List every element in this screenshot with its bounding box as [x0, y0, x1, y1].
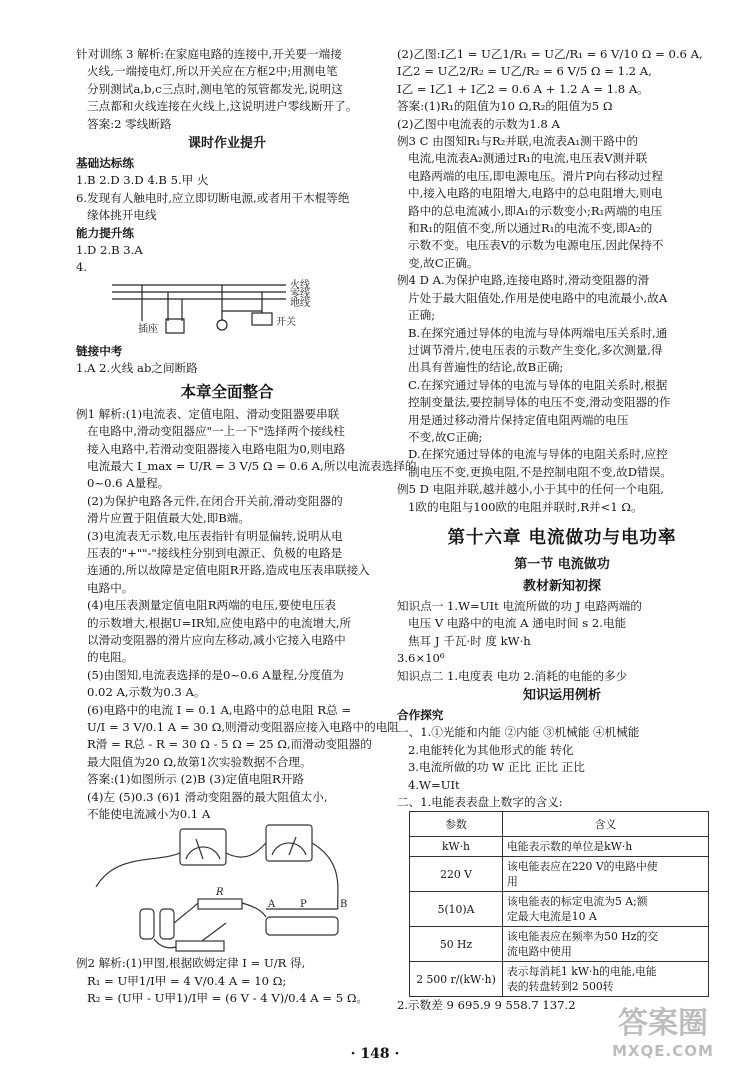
right-line: 片处于最大阻值处,作用是使电路中的电流最小,故A	[408, 290, 668, 305]
right-line: B.在探究通过导体的电流与导体两端电压关系时,通	[408, 325, 668, 340]
right-line: I乙 = I乙1 + I乙2 = 0.6 A + 1.2 A = 1.8 A。	[397, 81, 649, 96]
left2-line: 电流最大 I_max = U/R = 3 V/5 Ω = 0.6 A,所以电流表选择的	[87, 458, 417, 473]
right-line: 例3 C 由图知R₁与R₂并联,电流表A₁测干路中的	[397, 134, 638, 149]
right-line: 知识运用例析	[522, 688, 601, 703]
left2-line: (4)左 (5)0.3 (6)1 滑动变阻器的最大阻值太小,	[87, 789, 328, 804]
left-line: 针对训练 3 解析:在家庭电路的连接中,开关要一端接	[76, 47, 342, 61]
right-line: I乙2 = U乙2/R₂ = U乙/R₂ = 6 V/5 Ω = 1.2 A,	[397, 64, 652, 79]
left-column	[76, 46, 417, 1008]
table-cell-meaning	[503, 962, 709, 997]
right-line: 过调节滑片,使电压表的示数产生变化,多次测量,得	[408, 342, 663, 357]
right-line: 答案:(1)R₁的阻值为10 Ω,R₂的阻值为5 Ω	[397, 99, 613, 114]
table-row	[410, 892, 709, 927]
left2-line: 接入电路中,若滑动变阻器接入电路电阻为0,则电路	[87, 441, 346, 456]
table-cell-meaning	[503, 927, 709, 962]
right-line: 电路两端的电压,即电源电压。滑片P向右移动过程	[408, 168, 663, 183]
right-column	[397, 46, 727, 1015]
left2-line: 的示数增大,根据U=IR知,应使电路中的电流增大,所	[87, 615, 352, 630]
left-line: 基础达标练	[76, 156, 134, 171]
meaning-line-1: 该电能表应在频率为50 Hz的交	[507, 930, 659, 944]
left2-line: 最大阻值为20 Ω,故第1次实验数据不合理。	[87, 754, 312, 769]
meaning-line-1: 电能表示数的单位是kW·h	[507, 840, 633, 854]
right-line: 和R₁的阻值不变,所以通过R₁的电流不变,即A₂的	[408, 221, 653, 236]
left-text-b	[76, 343, 417, 824]
left3-line: R₁ = U甲1/I甲 = 4 V/0.4 A = 10 Ω;	[87, 973, 287, 988]
left2-line: 答案:(1)如图所示 (2)B (3)定值电阻R开路	[87, 772, 304, 787]
right-line: 变,故C正确。	[408, 255, 479, 270]
table-row	[410, 857, 709, 892]
right-line: 例4 D A.为保护电路,连接电路时,滑动变阻器的滑	[397, 273, 650, 288]
watermark-cn: 答案圈	[618, 1006, 708, 1041]
left-line: 分别测试a,b,c三点时,测电笔的氖管都发光,说明这	[87, 81, 343, 96]
right-line: 3.6×10⁶	[397, 651, 445, 666]
apparatus-label-r: R	[216, 887, 224, 899]
socket-label: 插座	[138, 323, 158, 335]
meaning-line-2: 流电路中使用	[507, 945, 572, 959]
table-cell-param: 220 V	[410, 857, 503, 892]
right-line: 示数不变。电压表V的示数为电源电压,因此保持不	[408, 238, 664, 253]
table-row	[410, 837, 709, 857]
left2-line: (3)电流表无示数,电压表指针有明显偏转,说明从电	[87, 528, 343, 543]
right-line: 知识点一 1.W=UIt 电流所做的功 J 电路两端的	[397, 598, 642, 613]
meter-table	[409, 811, 709, 997]
right-line: 正确;	[408, 308, 436, 323]
table-cell-param: 5(10)A	[410, 892, 503, 927]
right-line: 出具有普遍性的结论,故B正确;	[408, 360, 564, 375]
apparatus-label-p: P	[300, 899, 307, 911]
left2-line: 在电路中,滑动变阻器应"一上一下"选择两个接线柱	[87, 424, 345, 439]
left2-line: (6)电路中的电流 I = 0.1 A,电路中的总电阻 R总 =	[87, 702, 352, 717]
left2-line: 本章全面整合	[180, 382, 274, 401]
left-line: 缘体挑开电线	[87, 208, 157, 223]
left-line: 6.发现有人触电时,应立即切断电源,或者用干木棍等绝	[76, 190, 350, 205]
meter-readings: 2.示数差 9 695.9 9 558.7 137.2	[397, 998, 576, 1013]
right-line: (2)乙图:I乙1 = U乙1/R₁ = U乙/R₁ = 6 V/10 Ω = 0.6 A,	[397, 47, 703, 61]
left2-line: 滑片应置于阻值最大处,即B端。	[87, 511, 250, 526]
meaning-line-1: 该电能表的标定电流为5 A;额	[507, 895, 648, 909]
left2-line: 1.A 2.火线 ab之间断路	[76, 361, 198, 376]
right-line: 第十六章 电流做功与电功率	[447, 527, 677, 548]
right-line: C.在探究通过导体的电流与导体的电阻关系时,根据	[408, 377, 668, 392]
right-line: 2.电能转化为其他形式的能 转化	[408, 742, 574, 757]
left-line: 1.B 2.D 3.D 4.B 5.甲 火	[76, 173, 209, 188]
left2-line: U/I = 3 V/0.1 A = 30 Ω,则滑动变阻器应接入电路中的电阻	[87, 720, 399, 734]
table-cell-meaning	[503, 857, 709, 892]
left-line: 课时作业提升	[187, 136, 266, 152]
table-row	[410, 927, 709, 962]
left2-line: (2)为保护电路各元件,在闭合开关前,滑动变阻器的	[87, 493, 343, 508]
left2-line: R滑 = R总 - R = 30 Ω - 5 Ω = 25 Ω,而滑动变阻器的	[87, 737, 372, 752]
right-line: 用是通过移动滑片保持定值电阻两端的电压	[408, 412, 629, 427]
right-line: 1欧的电阻与100欧的电阻并联时,R并<1 Ω。	[408, 499, 643, 514]
left2-line: 电路中。	[87, 580, 134, 595]
left2-line: 0~0.6 A量程。	[87, 476, 170, 491]
right-line: 4.W=UIt	[408, 777, 460, 792]
apparatus-label-a: A	[268, 899, 276, 911]
left-line: 1.D 2.B 3.A	[76, 243, 143, 258]
circuit-diagram	[76, 277, 376, 343]
apparatus-figure	[76, 823, 376, 955]
right-line: 不变,故C正确;	[408, 429, 483, 444]
table-cell-meaning	[503, 837, 709, 857]
right-line: 路中的总电流减小,即A₁的示数变小;R₁两端的电压	[408, 203, 663, 218]
left-line: 答案:2 零线断路	[87, 116, 172, 131]
right-text	[397, 46, 727, 811]
live-wire-label: 火线	[290, 279, 310, 291]
left-line: 4.	[76, 260, 88, 275]
meaning-line-2: 表的转盘转到2 500转	[507, 980, 614, 994]
left2-line: 以滑动变阻器的滑片应向左移动,减小它接入电路中	[87, 632, 346, 647]
meaning-line-2: 用	[507, 875, 518, 889]
neutral-wire-label: 零线	[290, 288, 310, 300]
page-number: · 148 ·	[350, 1046, 400, 1062]
meaning-line-1: 该电能表应在220 V的电路中使	[507, 860, 658, 874]
right-line: 知识点二 1.电度表 电功 2.消耗的电能的多少	[397, 668, 628, 683]
left3-line: 例2 解析:(1)甲图,根据欧姆定律 I = U/R 得,	[76, 956, 306, 971]
left2-line: (5)由图知,电流表选择的是0~0.6 A量程,分度值为	[87, 667, 344, 682]
left-line: 能力提升练	[76, 225, 134, 240]
switch-label: 开关	[276, 316, 296, 328]
left2-line: 链接中考	[76, 343, 123, 358]
table-cell-meaning	[503, 892, 709, 927]
ground-wire-label: 地线	[290, 297, 310, 309]
left2-line: 0.02 A,示数为0.3 A。	[87, 685, 206, 700]
left-text-c	[76, 955, 378, 1007]
meaning-line-2: 定最大电流是10 A	[507, 910, 597, 924]
left2-line: (4)电压表测量定值电阻R两端的电压,要使电压表	[87, 598, 337, 613]
apparatus-label-b: B	[340, 899, 348, 911]
right-line: 例5 D 电阻并联,越并越小,小于其中的任何一个电阻,	[397, 482, 664, 497]
left3-line: R₂ = (U甲 - U甲1)/I甲 = (6 V - 4 V)/0.4 A = 5 Ω。	[87, 991, 369, 1006]
right-line: 制电压不变,更换电阻,不是控制电阻不变,故D错误。	[408, 464, 672, 479]
left2-line: 压表的"+""-"接线柱分别到电源正、负极的电路是	[87, 545, 343, 560]
right-line: 第一节 电流做功	[514, 556, 610, 572]
right-line: 焦耳 J 千瓦·时 度 kW·h	[408, 633, 531, 648]
right-line: 一、1.①光能和内能 ②内能 ③机械能 ④机械能	[397, 725, 640, 740]
table-cell-param: 50 Hz	[410, 927, 503, 962]
right-line: 控制变量法,要控制导体的电压不变,滑动变阻器的作	[408, 395, 671, 410]
right-line: (2)乙图中电流表的示数为1.8 A	[397, 116, 560, 131]
right-line: 合作探究	[397, 708, 444, 722]
table-cell-param: 2 500 r/(kW·h)	[410, 962, 503, 997]
right-line: 教材新知初探	[522, 578, 601, 594]
watermark-en: MXQE.COM	[612, 1042, 714, 1060]
left-line: 三点都和火线连接在火线上,这说明进户零线断开了。	[87, 99, 358, 114]
table-header-param: 参数	[410, 812, 503, 837]
table-header-meaning: 含义	[503, 812, 709, 837]
watermark	[598, 1006, 728, 1072]
right-line: D.在探究通过导体的电流与导体的电阻关系时,应控	[408, 447, 668, 462]
table-cell-param: kW·h	[410, 837, 503, 857]
left-line: 火线,一端接电灯,所以开关应在方框2中;用测电笔	[87, 64, 338, 79]
right-line: 电压 V 电路中的电流 A 通电时间 s 2.电能	[408, 616, 627, 631]
meaning-line-1: 表示每消耗1 kW·h的电能,电能	[507, 965, 657, 979]
left-text-a	[76, 46, 378, 277]
left2-line: 不能使电流减小为0.1 A	[87, 807, 211, 822]
right-line: 3.电流所做的功 W 正比 正比 正比	[408, 760, 585, 775]
left2-line: 连通的,所以故障是定值电阻R开路,造成电压表串联接入	[87, 563, 370, 578]
right-line: 中,接入电路的电阻增大,电路中的总电阻增大,则电	[408, 186, 663, 201]
table-row	[410, 962, 709, 997]
right-line: 电流,电流表A₂测通过R₁的电流,电压表V测并联	[408, 151, 648, 166]
left2-line: 的电阻。	[87, 650, 134, 665]
left2-line: 例1 解析:(1)电流表、定值电阻、滑动变阻器要串联	[76, 406, 340, 421]
right-line: 二、1.电能表表盘上数字的含义:	[397, 795, 563, 810]
